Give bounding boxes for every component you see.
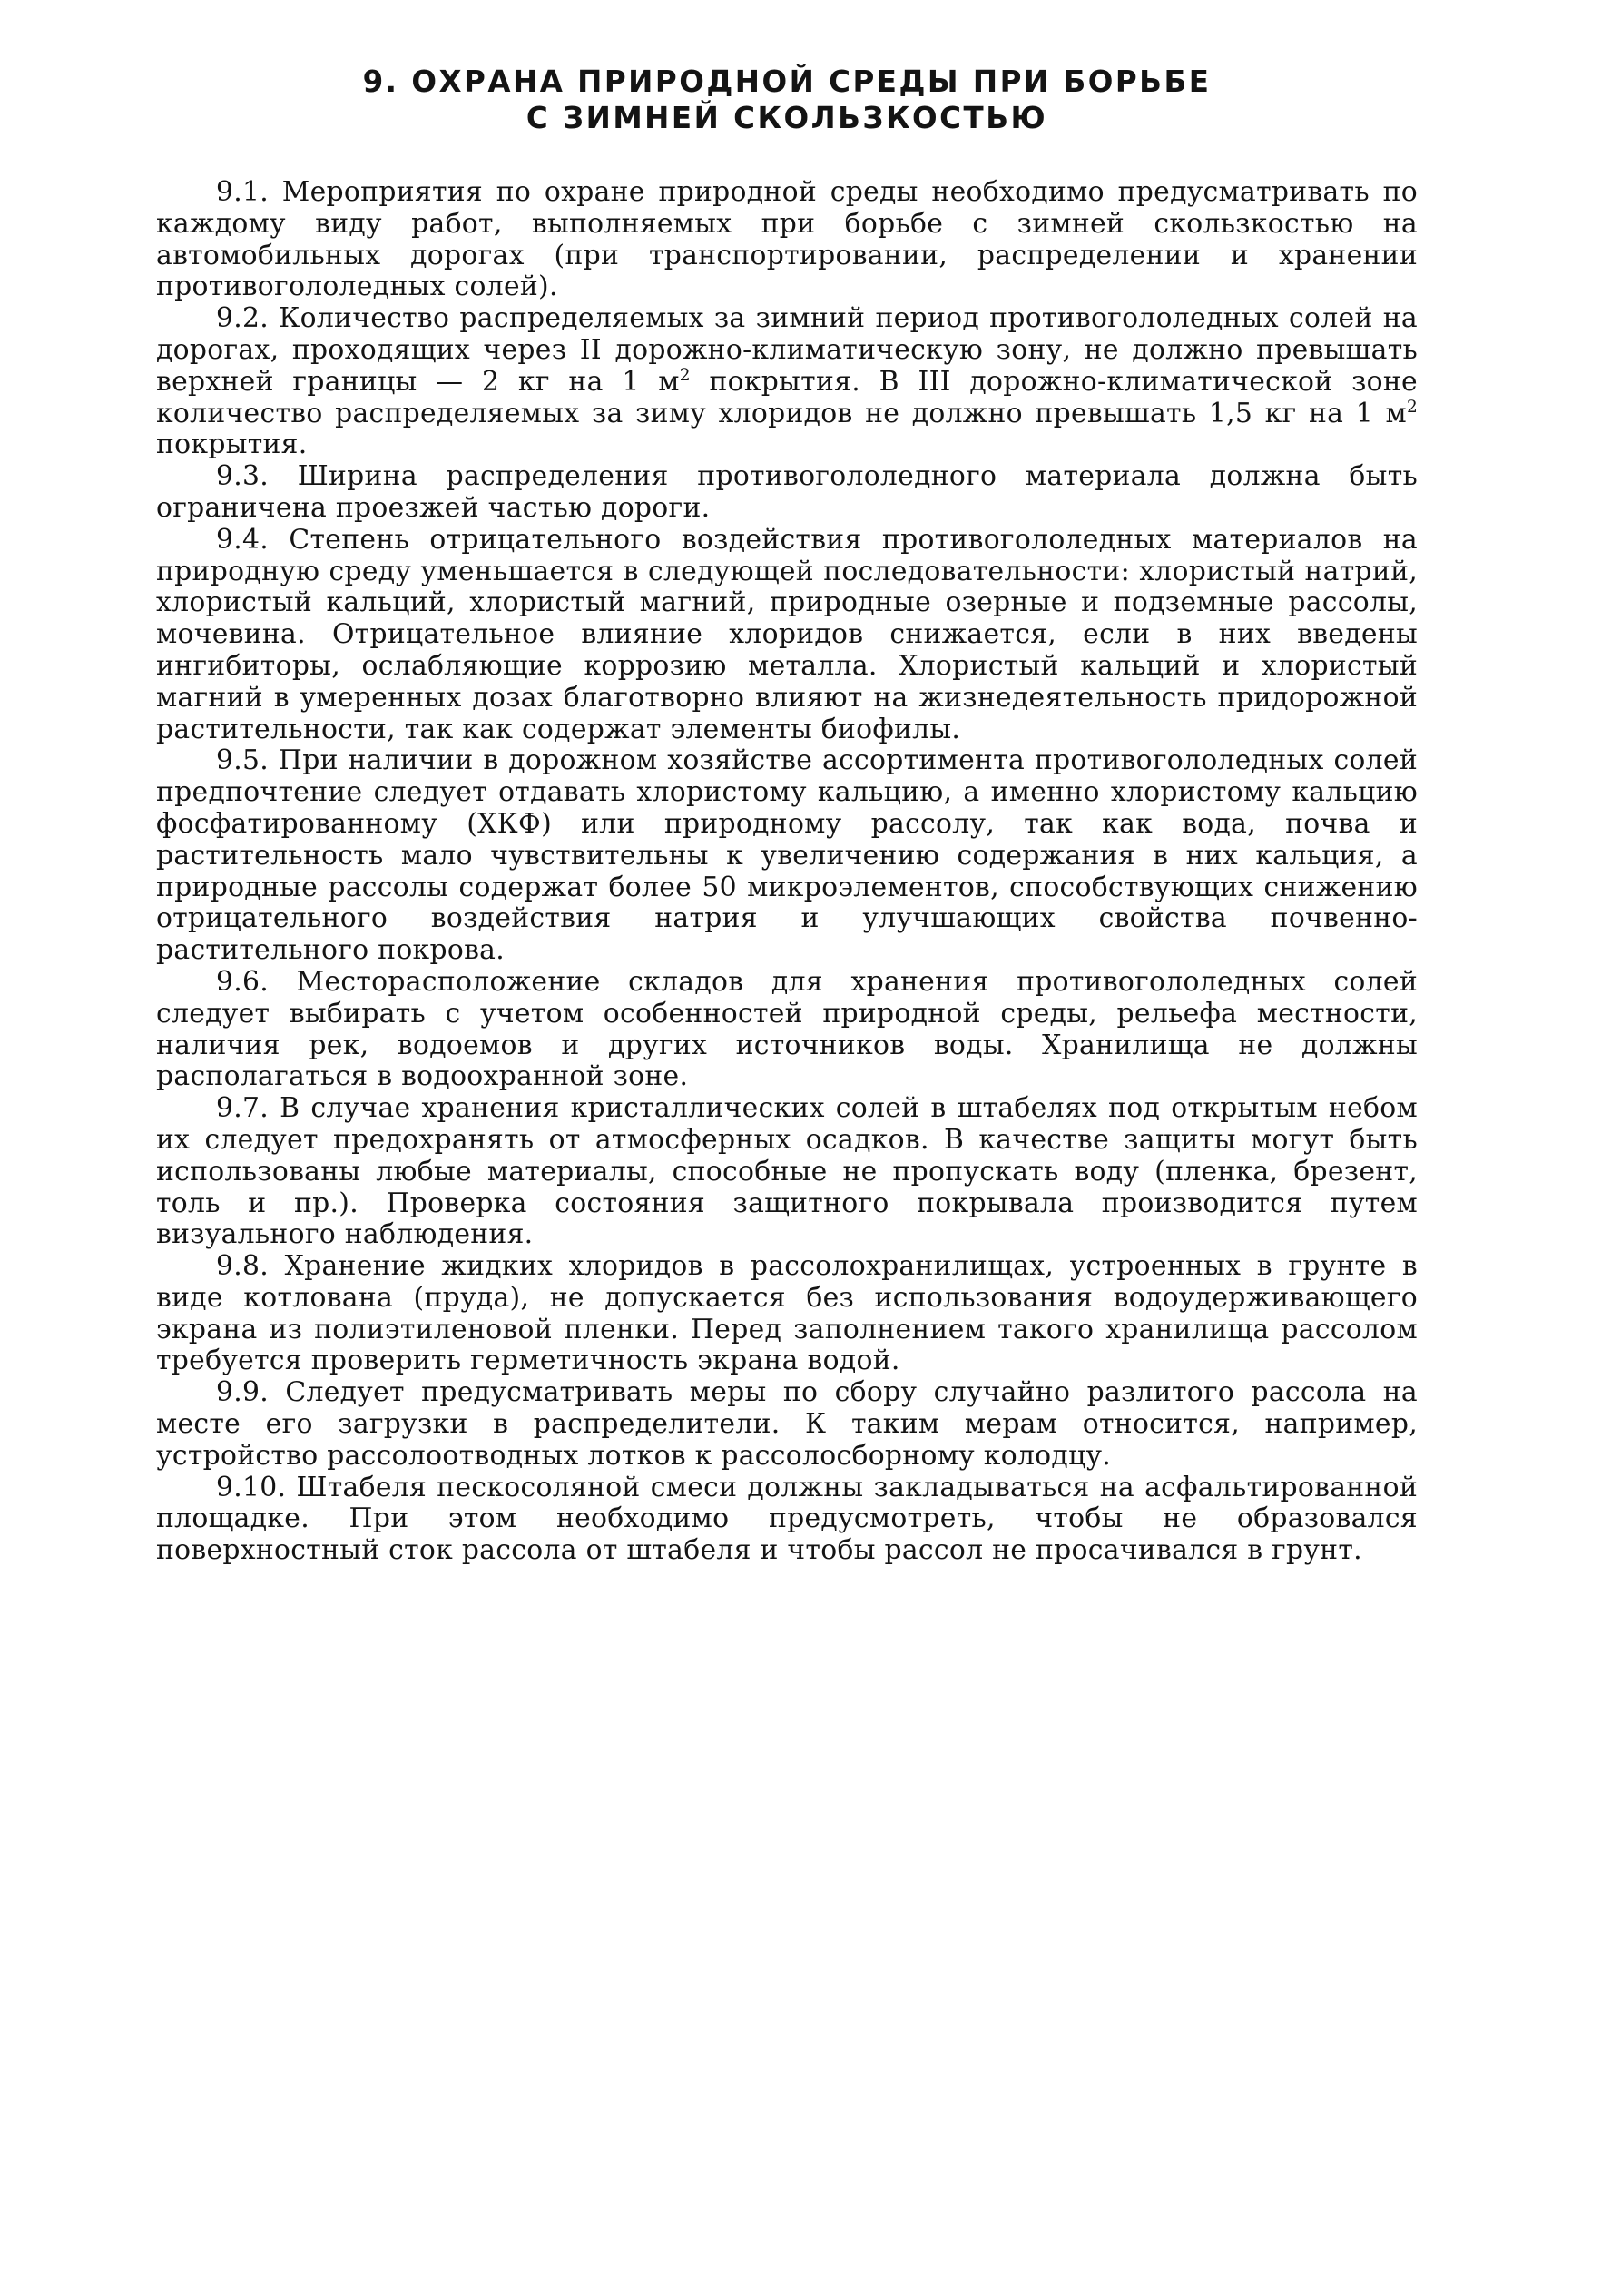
paragraph-9-1: 9.1. Мероприятия по охране природной среды необходимо предусматривать по каждому виду работ, выполняемых при борьбе с зимней скользкостью на автомобильных дорогах (при транспортировании, распределении и хранении противогололедных солей). xyxy=(156,176,1418,303)
paragraph-9-5: 9.5. При наличии в дорожном хозяйстве ассортимента противогололедных солей предпочтение следует отдавать хлористому кальцию, а именно хлористому кальцию фосфатированному (ХКФ) или природному рассолу, так как вода, почва и растительность мало чувствительны к увеличению содержания в них кальция, а природные рассолы содержат более 50 микроэлементов, способствующих снижению отрицательного воздействия натрия и улучшающих свойства почвенно-растительного покрова. xyxy=(156,744,1418,967)
paragraph-9-7: 9.7. В случае хранения кристаллических солей в штабелях под открытым небом их следует предохранять от атмосферных осадков. В качестве защиты могут быть использованы любые материалы, способные не пропускать воду (пленка, брезент, толь и пр.). Проверка состояния защитного покрывала производится путем визуального наблюдения. xyxy=(156,1092,1418,1251)
paragraph-9-2-text-a: 9.2. Количество распределяемых за зимний период противогололедных солей на дорогах, проходящих через II дорожно-климатическую зону, не должно превышать верхней границы — 2 кг на 1 м xyxy=(156,302,1418,398)
superscript-exponent: 2 xyxy=(1406,397,1418,417)
section-heading xyxy=(156,64,1418,136)
paragraph-9-2 xyxy=(156,303,1418,461)
paragraph-9-2-text-c: покрытия. xyxy=(156,429,308,461)
paragraph-9-4: 9.4. Степень отрицательного воздействия противогололедных материалов на природную среду уменьшается в следующей последовательности: хлористый натрий, хлористый кальций, хлористый магний, природные озерные и подземные рассолы, мочевина. Отрицательное влияние хлоридов снижается, если в них введены ингибиторы, ослабляющие коррозию металла. Хлористый кальций и хлористый магний в умеренных дозах благотворно влияют на жизнедеятельность придорожной растительности, так как содержат элементы биофилы. xyxy=(156,523,1418,745)
heading-line-2: С ЗИМНЕЙ СКОЛЬЗКОСТЬЮ xyxy=(525,101,1048,135)
paragraph-9-10: 9.10. Штабеля пескосоляной смеси должны закладываться на асфальтированной площадке. При этом необходимо предусмотреть, чтобы не образовался поверхностный сток рассола от штабеля и чтобы рассол не просачивался в грунт. xyxy=(156,1471,1418,1567)
paragraph-9-2-text-b: покрытия. В III дорожно-климатической зоне количество распределяемых за зиму хлоридов не должно превышать 1,5 кг на 1 м xyxy=(156,365,1418,429)
heading-line-1: 9. ОХРАНА ПРИРОДНОЙ СРЕДЫ ПРИ БОРЬБЕ xyxy=(362,64,1212,99)
paragraph-9-8: 9.8. Хранение жидких хлоридов в рассолохранилищах, устроенных в грунте в виде котлована (пруда), не допускается без использования водоудерживающего экрана из полиэтиленовой пленки. Перед заполнением такого хранилища рассолом требуется проверить герметичность экрана водой. xyxy=(156,1250,1418,1377)
paragraph-9-3: 9.3. Ширина распределения противогололедного материала должна быть ограничена проезжей частью дороги. xyxy=(156,460,1418,524)
paragraph-9-9: 9.9. Следует предусматривать меры по сбору случайно разлитого рассола на месте его загрузки в распределители. К таким мерам относится, например, устройство рассолоотводных лотков к рассолосборному колодцу. xyxy=(156,1376,1418,1472)
superscript-exponent: 2 xyxy=(679,365,691,385)
document-page xyxy=(156,64,1418,1567)
paragraph-9-6: 9.6. Месторасположение складов для хранения противогололедных солей следует выбирать с учетом особенностей природной среды, рельефа местности, наличия рек, водоемов и других источников воды. Хранилища не должны располагаться в водоохранной зоне. xyxy=(156,965,1418,1093)
